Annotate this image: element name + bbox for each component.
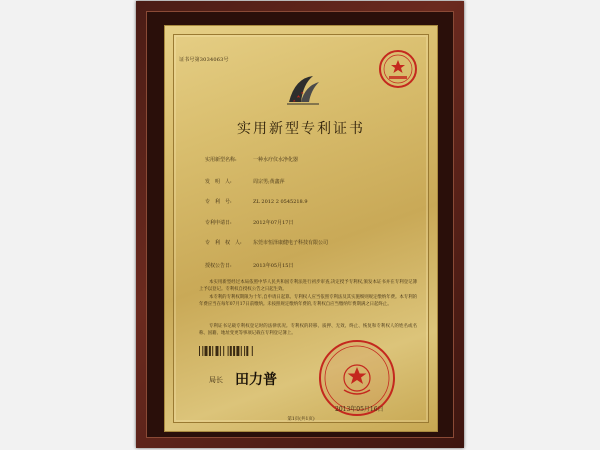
certificate-number: 证书号第3034063号 [179,57,229,63]
field-value: ZL 2012 2 0545218.9 [253,199,308,205]
field-label: 发 明 人: [205,179,232,185]
director-signature [207,366,297,392]
certificate-title: 实用新型专利证书 [237,121,365,137]
field-value: 东莞市恒泽康健电子科技有限公司 [253,240,329,246]
field-value: 周宗男;黄鑫萍 [253,179,285,185]
issue-date: 2013年05月16日 [335,406,384,413]
field-label: 专 利 号: [205,199,232,205]
field-value: 一种水疗仪水净化器 [253,157,299,163]
field-grant-date [205,262,293,269]
signature-name: 田力普 [235,372,277,388]
barcode-icon [199,346,279,356]
signature-prefix: 局长 [209,376,223,384]
field-label: 专 利 权 人: [205,240,242,246]
field-value: 2013年05月15日 [253,263,294,269]
small-red-seal-icon [377,48,419,90]
field-value: 2012年07月17日 [253,220,294,226]
paragraph-legal-status: 专利证书记载专利权登记时的法律状况。专利权的转移、质押、无效、终止、恢复和专利权人的姓名或名称、国籍、地址变更等事项记载在专利登记簿上。 [199,324,417,336]
gold-certificate-plate [164,25,438,432]
paragraph-term-and-fees: 本专利的专利权期限为十年,自申请日起算。专利权人应当依照专利法及其实施细则规定缴纳年费。本专利的年费应当在每年07月17日前缴纳。未按照规定缴纳年费的,专利权自应当缴纳年费期满之日起终止。 [199,295,417,307]
field-patentee [205,239,328,246]
field-patent-number [205,198,308,205]
patent-office-emblem-icon [281,68,325,112]
field-application-date [205,219,293,226]
field-label: 实用新型名称: [205,157,237,163]
field-inventor [205,178,285,185]
field-label: 专利申请日: [205,220,232,226]
paragraph-grant-statement: 本实用新型经过本局依照中华人民共和国专利法进行初步审查,决定授予专利权,颁发本证书并在专利登记簿上予以登记。专利权自授权公告之日起生效。 [199,280,417,292]
field-utility-model-name [205,156,298,163]
page-indicator: 第1页(共1页) [287,417,315,422]
field-label: 授权公告日: [205,263,232,269]
